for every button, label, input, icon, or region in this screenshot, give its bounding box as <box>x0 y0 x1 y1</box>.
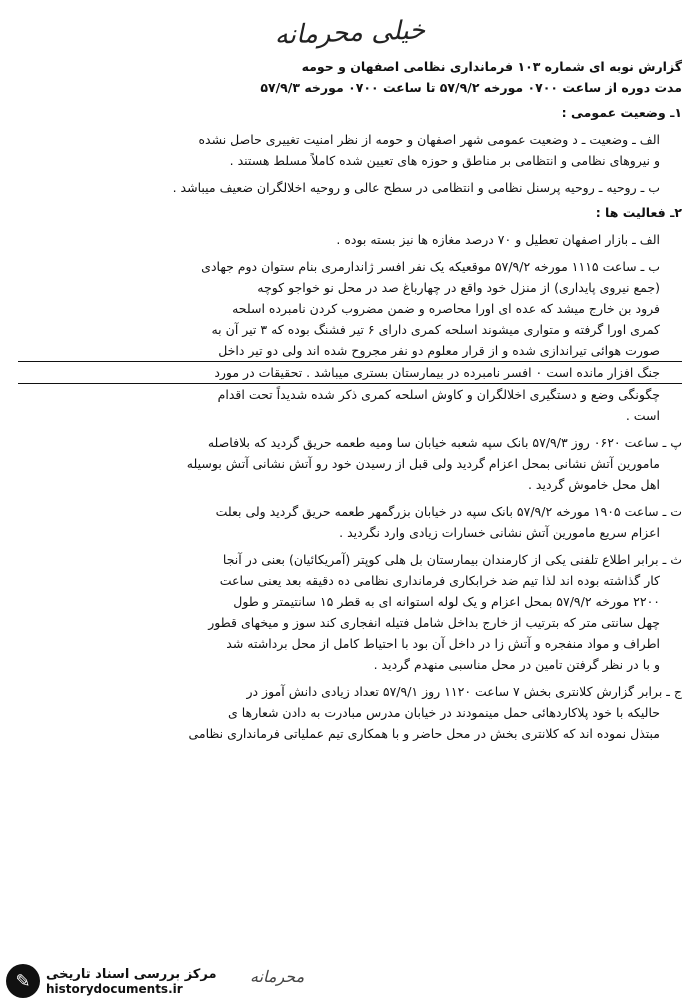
watermark <box>6 964 217 998</box>
section2-p-line: اهل محل خاموش گردید . <box>527 477 660 492</box>
section2-b-line: کمری اورا گرفته و متواری میشوند اسلحه کمری دارای ۶ تیر فشنگ بوده که ۳ تیر آن به <box>211 322 660 337</box>
section2-j-line: حالیکه با خود پلاکاردهائی حمل مینمودند در خیابان مدرس مبادرت به دادن شعارها ی <box>227 705 660 720</box>
section1-heading: ۱ـ وضعیت عمومی : <box>561 105 682 120</box>
section1-a-line: و نیروهای نظامی و انتظامی بر مناطق و حوزه های تعیین شده کاملاً مسلط هستند . <box>229 153 660 168</box>
section2-th-line: کار گذاشته بوده اند لذا تیم ضد خرابکاری فرمانداری نظامی ده دقیقه بعد یعنی ساعت <box>219 573 660 588</box>
section2-b-line: صورت هوائی تیراندازی شده و از قرار معلوم دو نفر مجروح شده اند ولی دو تیر داخل <box>18 340 682 362</box>
section2-a: الف ـ بازار اصفهان تعطیل و ۷۰ درصد مغازه ها نیز بسته بوده . <box>336 232 660 247</box>
section2-t-line: ت ـ ساعت ۱۹۰۵ مورخه ۵۷/۹/۲ بانک سپه در خیابان بزرگمهر طعمه حریق گردید ولی بعلت <box>215 504 682 519</box>
report-period: مدت دوره از ساعت ۰۷۰۰ مورخه ۵۷/۹/۲ تا ساعت ۰۷۰۰ مورخه ۵۷/۹/۳ <box>260 80 682 95</box>
signature: محرمانه <box>250 967 305 986</box>
section2-th-line: ۲۲۰۰ مورخه ۵۷/۹/۲ بمحل اعزام و یک لوله استوانه ای به قطر ۱۵ سانتیمتر و طول <box>233 594 660 609</box>
section2-t-line: اعزام سریع مامورین آتش نشانی خسارات زیادی وارد نگردید . <box>339 525 660 540</box>
section2-p <box>18 432 682 495</box>
section2-p-line: مامورین آتش نشانی بمحل اعزام گردید ولی قبل از رسیدن خود رو آتش نشانی آتش بوسیله <box>186 456 660 471</box>
section2-b-line: فرود بن خارج میشد که عده ای اورا محاصره و ضمن مضروب کردن نامبرده اسلحه <box>232 301 660 316</box>
section2-b-line: (جمع نیروی پایداری) از منزل خود واقع در چهارباغ صد در محل نو خواجو کوچه <box>257 280 660 295</box>
section2-j <box>18 681 682 744</box>
section1-b: ب ـ روحیه ـ روحیه پرسنل نظامی و انتظامی در سطح عالی و روحیه اخلالگران ضعیف میباشد . <box>172 180 660 195</box>
section2-b <box>18 256 682 426</box>
section2-th <box>18 549 682 675</box>
watermark-title: مرکز بررسی اسناد تاریخی <box>46 966 217 982</box>
section2-th-line: و با در نظر گرفتن تامین در محل مناسبی منهدم گردید . <box>373 657 660 672</box>
section2-b-line: چگونگی وضع و دستگیری اخلالگران و کاوش اسلحه کمری ذکر شده شدیداً تحت اقدام <box>217 387 660 402</box>
section2-b-line: است . <box>625 408 660 423</box>
section2-b-line: جنگ افزار مانده است ۰ افسر نامبرده در بیمارستان بستری میباشد . تحقیقات در مورد <box>18 362 682 384</box>
watermark-url[interactable]: historydocuments.ir <box>46 981 183 996</box>
section2-th-line: ث ـ برابر اطلاع تلفنی یکی از کارمندان بیمارستان بل هلی کوپتر (آمریکائیان) بعنی در آنجا <box>222 552 682 567</box>
section2-j-line: مبتذل نموده اند که کلانتری بخش در محل حاضر و با همکاری تیم عملیاتی فرمانداری نظامی <box>188 726 660 741</box>
section2-heading: ۲ـ فعالیت ها : <box>595 205 682 220</box>
section1-a-line: الف ـ وضعیت ـ د وضعیت عمومی شهر اصفهان و حومه از نظر امنیت تغییری حاصل نشده <box>198 132 660 147</box>
archive-logo-icon: ✎ <box>6 964 40 998</box>
section2-t <box>18 501 682 543</box>
section2-th-line: اطراف و مواد منفجره و آتش زا در داخل آن بود با احتیاط کامل از محل برداشته شد <box>226 636 660 651</box>
section2-b-line: ب ـ ساعت ۱۱۱۵ مورخه ۵۷/۹/۲ موقعیکه یک نفر افسر ژاندارمری بنام ستوان دوم جهادی <box>201 259 660 274</box>
report-title: گزارش نوبه ای شماره ۱۰۳ فرمانداری نظامی اصفهان و حومه <box>301 59 682 74</box>
section2-th-line: چهل سانتی متر که بترتیب از خارج بداخل شامل فتیله انفجاری کند سوز و میخهای قطور <box>208 615 660 630</box>
section2-p-line: پ ـ ساعت ۰۶۲۰ روز ۵۷/۹/۳ بانک سپه شعبه خیابان سا ومیه طعمه حریق گردید که بلافاصله <box>207 435 682 450</box>
section2-j-line: ج ـ برابر گزارش کلانتری بخش ۷ ساعت ۱۱۲۰ روز ۵۷/۹/۱ تعداد زیادی دانش آموز در <box>246 684 682 699</box>
classification-stamp: خیلی محرمانه <box>274 15 426 51</box>
